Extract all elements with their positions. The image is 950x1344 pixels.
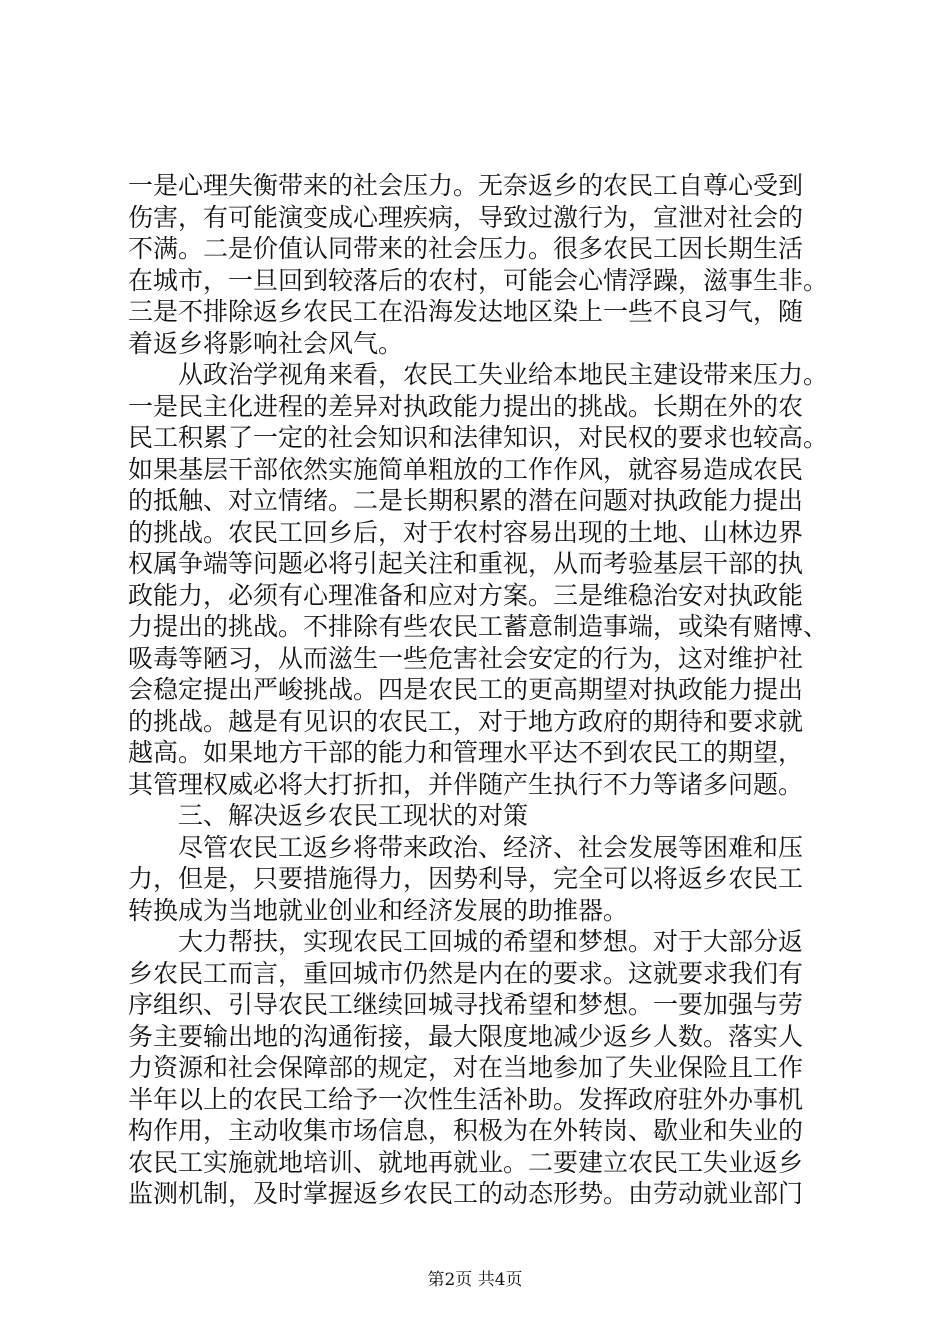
text-line: 权属争端等问题必将引起关注和重视，从而考验基层干部的执 <box>128 549 804 578</box>
page-number: 第2页 共4页 <box>427 1270 523 1290</box>
text-line: 从政治学视角来看，农民工失业给本地民主建设带来压力。 <box>128 360 829 389</box>
text-line: 监测机制，及时掌握返乡农民工的动态形势。由劳动就业部门 <box>128 1179 804 1208</box>
page-footer <box>0 1270 950 1290</box>
text-line: 力提出的挑战。不排除有些农民工蓄意制造事端，或染有赌博、 <box>128 612 829 641</box>
text-line: 三是不排除返乡农民工在沿海发达地区染上一些不良习气，随 <box>128 297 804 326</box>
text-line: 的挑战。农民工回乡后，对于农村容易出现的土地、山林边界 <box>128 517 804 547</box>
text-line: 力资源和社会保障部的规定，对在当地参加了失业保险且工作 <box>128 1053 804 1082</box>
text-line: 务主要输出地的沟通衔接，最大限度地减少返乡人数。落实人 <box>128 1021 804 1051</box>
text-line: 序组织、引导农民工继续回城寻找希望和梦想。一要加强与劳 <box>128 990 804 1019</box>
text-line: 力，但是，只要措施得力，因势利导，完全可以将返乡农民工 <box>128 864 804 893</box>
text-line: 构作用，主动收集市场信息，积极为在外转岗、歇业和失业的 <box>128 1116 804 1145</box>
text-line: 在城市，一旦回到较落后的农村，可能会心情浮躁，滋事生非。 <box>128 265 829 295</box>
text-line: 着返乡将影响社会风气。 <box>128 328 404 358</box>
text-line: 的抵触、对立情绪。二是长期积累的潜在问题对执政能力提出 <box>128 486 804 515</box>
text-line: 其管理权威必将大打折扣，并伴随产生执行不力等诸多问题。 <box>128 769 804 799</box>
text-line: 乡农民工而言，重回城市仍然是内在的要求。这就要求我们有 <box>128 958 804 988</box>
text-line: 农民工实施就地培训、就地再就业。二要建立农民工失业返乡 <box>128 1147 804 1177</box>
text-line: 如果基层干部依然实施简单粗放的工作作风，就容易造成农民 <box>128 454 804 484</box>
text-line: 大力帮扶，实现农民工回城的希望和梦想。对于大部分返 <box>128 927 804 956</box>
text-line: 政能力，必须有心理准备和应对方案。三是维稳治安对执政能 <box>128 580 804 610</box>
text-line: 一是心理失衡带来的社会压力。无奈返乡的农民工自尊心受到 <box>128 171 804 200</box>
text-line: 半年以上的农民工给予一次性生活补助。发挥政府驻外办事机 <box>128 1084 804 1114</box>
text-line: 转换成为当地就业创业和经济发展的助推器。 <box>128 895 629 925</box>
text-line: 吸毒等陋习，从而滋生一些危害社会安定的行为，这对维护社 <box>128 643 804 673</box>
text-line: 会稳定提出严峻挑战。四是农民工的更高期望对执政能力提出 <box>128 675 804 704</box>
body-text <box>128 170 848 1210</box>
text-line: 越高。如果地方干部的能力和管理水平达不到农民工的期望， <box>128 738 804 767</box>
text-line: 尽管农民工返乡将带来政治、经济、社会发展等困难和压 <box>128 832 804 862</box>
text-line: 伤害，有可能演变成心理疾病，导致过激行为，宣泄对社会的 <box>128 202 804 232</box>
text-line: 民工积累了一定的社会知识和法律知识，对民权的要求也较高。 <box>128 423 829 452</box>
section-heading: 三、解决返乡农民工现状的对策 <box>128 801 529 830</box>
text-line: 的挑战。越是有见识的农民工，对于地方政府的期待和要求就 <box>128 706 804 736</box>
text-line: 一是民主化进程的差异对执政能力提出的挑战。长期在外的农 <box>128 391 804 421</box>
text-line: 不满。二是价值认同带来的社会压力。很多农民工因长期生活 <box>128 234 804 263</box>
